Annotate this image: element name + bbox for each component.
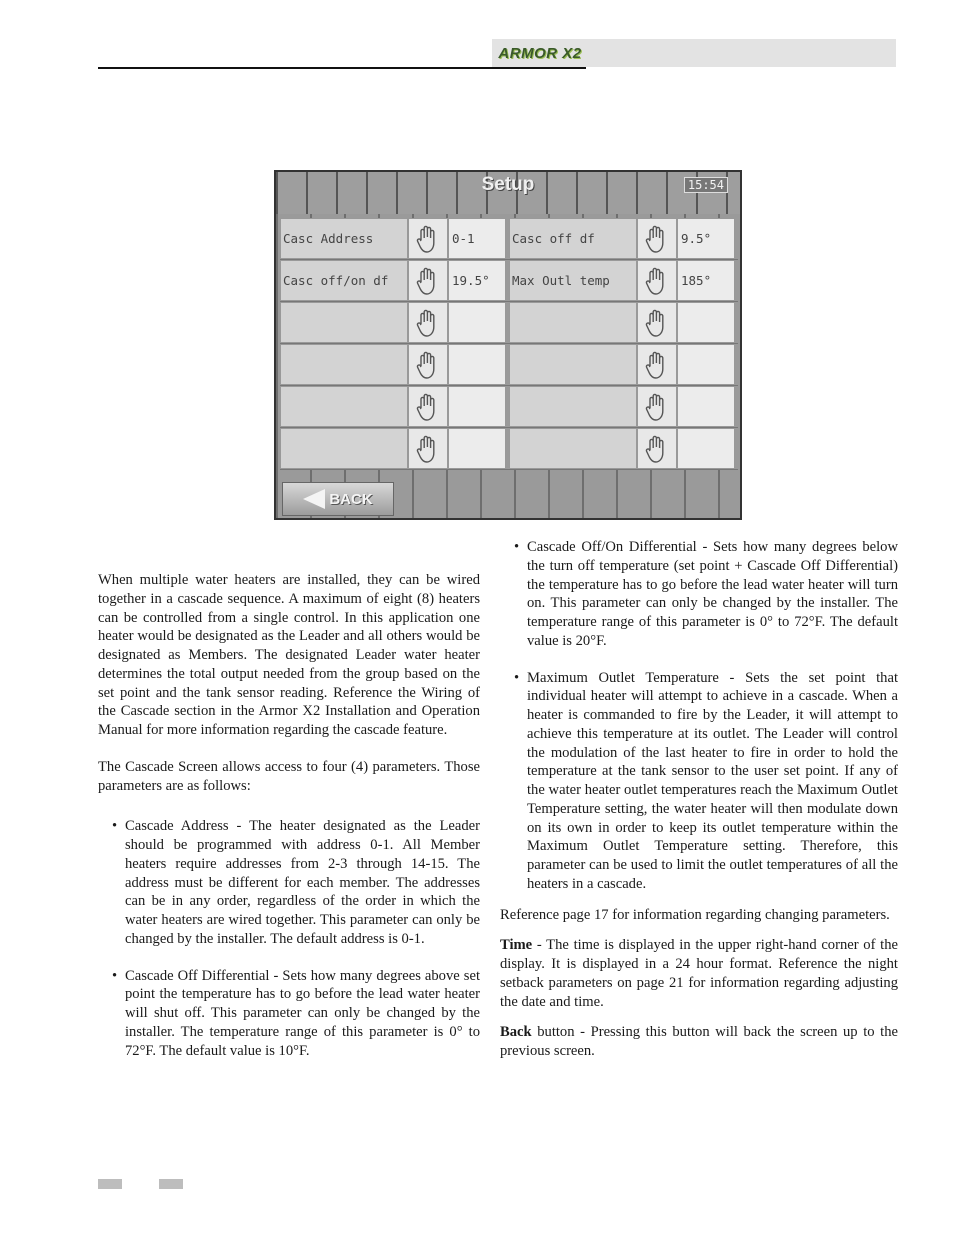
back-arrow-icon xyxy=(303,489,325,509)
bullet-icon: • xyxy=(514,539,520,555)
parameter-row xyxy=(280,428,738,470)
right-parameter[interactable] xyxy=(509,260,738,301)
parameter-label: Casc off df xyxy=(509,218,637,259)
parameter-value xyxy=(677,428,735,469)
hand-icon[interactable] xyxy=(637,302,677,343)
parameter-row xyxy=(280,218,738,260)
parameter-value xyxy=(677,344,735,385)
parameter-row xyxy=(280,260,738,302)
parameter-row xyxy=(280,302,738,344)
parameter-label xyxy=(280,386,408,427)
back-button[interactable] xyxy=(282,482,394,516)
left-column xyxy=(98,571,480,1060)
bullet-text: Maximum Outlet Temperature - Sets the set point that individual heater will attempt to achieve in a cascade. When a heater is commanded to fire by the Leader, it will attempt to achieve this temperature at its outlet. The Leader will control the modulation of the last heater to fire in order to hold the temperature at the tank sensor to the user set point. If any of the water heater outlet temperatures reach the Maximum Outlet Temperature setting, the water heater will then modulate down on its own in order to keep its outlet temperature within the Maximum Outlet Temperature setting. Therefore, this parameter can be used to limit the outlet temperatures of all the heaters in a cascade. xyxy=(527,669,898,892)
footer-marker-left xyxy=(98,1179,122,1189)
parameter-value: 0-1 xyxy=(448,218,506,259)
parameter-label xyxy=(509,428,637,469)
parameter-value xyxy=(448,302,506,343)
left-parameter[interactable] xyxy=(280,428,509,469)
hand-icon[interactable] xyxy=(408,428,448,469)
params-intro: The Cascade Screen allows access to four (4) parameters. Those parameters are as follows: xyxy=(98,758,480,794)
parameter-value xyxy=(448,428,506,469)
screen-time: 15:54 xyxy=(684,177,728,193)
parameter-label xyxy=(509,386,637,427)
parameter-label: Casc off/on df xyxy=(280,260,408,301)
back-text: button - Pressing this button will back the screen up to the previous screen. xyxy=(500,1024,898,1059)
bullet-icon: • xyxy=(112,818,118,835)
time-paragraph xyxy=(500,936,898,1011)
bullet-text: Cascade Address - The heater designated as the Leader should be programmed with address 0-1. All Member heaters require addresses from 2-3 through 14-15. The address must be different for each member. The addresses can be in any order, regardless of the order in which the water heaters are wired together. This parameter can only be changed by the installer. The default address is 0-1. xyxy=(125,818,480,947)
bullet-text: Cascade Off Differential - Sets how many degrees above set point the temperature has to go before the lead water heater will shut off. This parameter can only be changed by the installer. The temperature range of this parameter is 0° to 72°F. The default value is 10°F. xyxy=(125,967,480,1059)
parameter-value: 185° xyxy=(677,260,735,301)
hand-icon[interactable] xyxy=(637,386,677,427)
parameter-value xyxy=(448,386,506,427)
hand-icon[interactable] xyxy=(637,260,677,301)
parameter-value xyxy=(677,302,735,343)
parameter-row xyxy=(280,386,738,428)
hand-icon[interactable] xyxy=(408,386,448,427)
left-parameter[interactable] xyxy=(280,218,509,259)
parameter-value xyxy=(448,344,506,385)
bullet-cascade-off-diff xyxy=(98,967,480,1061)
right-parameter[interactable] xyxy=(509,386,738,427)
back-term: Back xyxy=(500,1024,532,1041)
intro-paragraph: When multiple water heaters are installed, they can be wired together in a cascade sequence. A maximum of eight (8) heaters can be controlled from a single control. In this application one heater would be designated as the Leader and all others would be designated as Members. The designated Leader water heater determines the total output needed from the group based on the set point and the tank sensor reading. Reference the Wiring of the Cascade section in the Armor X2 Installation and Operation Manual for more information regarding the cascade feature. xyxy=(98,572,480,738)
bullet-text: Cascade Off/On Differential - Sets how many degrees below the turn off temperature (set point + Cascade Off Differential) the temperature has to go before the lead water heater will turn on. This parameter can only be changed by the installer. The temperature range of this parameter is 0° to 72°F. The default value is 20°F. xyxy=(527,539,898,649)
parameter-label: Max Outl temp xyxy=(509,260,637,301)
hand-icon[interactable] xyxy=(637,344,677,385)
logo-text: ARMOR X2 xyxy=(498,44,582,62)
left-parameter[interactable] xyxy=(280,302,509,343)
hand-icon[interactable] xyxy=(637,428,677,469)
parameter-label xyxy=(509,344,637,385)
screen-title-bar xyxy=(276,172,740,214)
armor-x2-logo xyxy=(492,36,588,70)
back-paragraph xyxy=(500,1023,898,1061)
hand-icon[interactable] xyxy=(637,218,677,259)
bullet-icon: • xyxy=(112,967,118,984)
parameter-label xyxy=(280,302,408,343)
time-term: Time xyxy=(500,937,533,954)
bullet-cascade-address xyxy=(98,817,480,948)
hand-icon[interactable] xyxy=(408,344,448,385)
bullet-max-outlet-temp xyxy=(500,669,898,894)
setup-screen-image xyxy=(274,170,742,520)
parameter-label xyxy=(280,344,408,385)
left-parameter[interactable] xyxy=(280,386,509,427)
right-parameter[interactable] xyxy=(509,344,738,385)
bullet-cascade-off-on-diff xyxy=(500,538,898,651)
footer-marker-right xyxy=(159,1179,183,1189)
hand-icon[interactable] xyxy=(408,260,448,301)
right-parameter[interactable] xyxy=(509,302,738,343)
parameter-value: 19.5° xyxy=(448,260,506,301)
parameter-value: 9.5° xyxy=(677,218,735,259)
right-parameter[interactable] xyxy=(509,218,738,259)
left-parameter[interactable] xyxy=(280,260,509,301)
parameter-label xyxy=(280,428,408,469)
parameter-row xyxy=(280,344,738,386)
reference-paragraph: Reference page 17 for information regarding changing parameters. xyxy=(500,906,890,923)
hand-icon[interactable] xyxy=(408,302,448,343)
right-parameter[interactable] xyxy=(509,428,738,469)
hand-icon[interactable] xyxy=(408,218,448,259)
right-column xyxy=(500,538,898,1061)
time-text: - The time is displayed in the upper right-hand corner of the display. It is displayed in a 24 hour format. Reference the night setback parameters on page 21 for information regarding adjusting the date and time. xyxy=(500,937,898,1010)
back-button-label: BACK xyxy=(329,490,373,508)
parameter-value xyxy=(677,386,735,427)
parameter-label xyxy=(509,302,637,343)
parameter-grid xyxy=(280,218,738,468)
left-parameter[interactable] xyxy=(280,344,509,385)
bullet-icon: • xyxy=(514,669,520,686)
parameter-label: Casc Address xyxy=(280,218,408,259)
screen-title: Setup xyxy=(481,174,535,195)
